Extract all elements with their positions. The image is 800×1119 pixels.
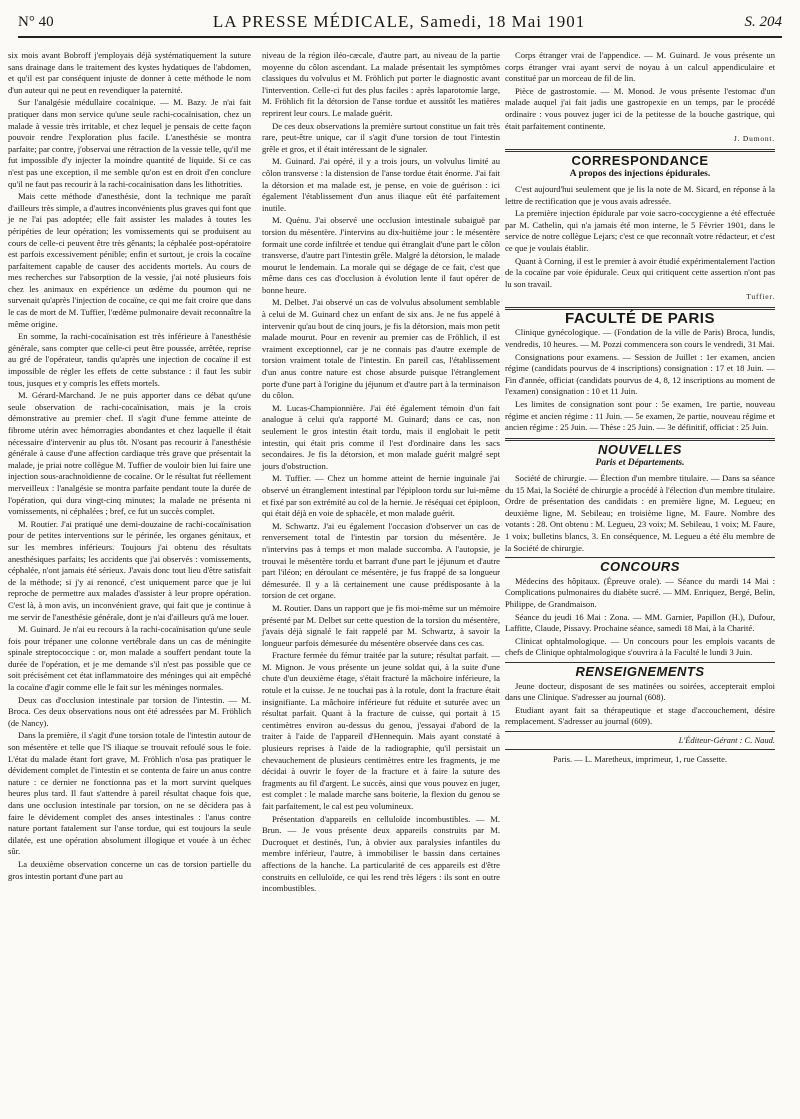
divider: [505, 557, 775, 558]
section-title-renseignements: RENSEIGNEMENTS: [575, 663, 705, 679]
section-title-concours: CONCOURS: [600, 559, 680, 575]
paragraph: niveau de la région iléo-cæcale, d'autre part, au niveau de la partie moyenne du côlon ascendant. La malade présentait les symptômes classiques du volvulus et M. Fröhlich put porter le diagnostic avant l'intervention. Celle-ci fut des plus faciles : après laparotomie large, M. Fröhlich fit la détorsion de l'anse tordue et aussitôt les matières reprirent leur cours. Le malade guérit.: [262, 50, 500, 118]
paragraph: six mois avant Bobroff j'employais déjà systématiquement la suture sans drainage dans le traitement des kystes hydatiques de l'abdomen, et qu'il est par conséquent injuste de donner à cette méthode le nom d'un auteur qui ne peut en revendiquer la paternité.: [8, 50, 251, 95]
divider: [505, 731, 775, 732]
paragraph: Pièce de gastrostomie. — M. Monod. Je vous présente l'estomac d'un malade auquel j'ai fait jadis une gastropexie en un temps, par le procédé ordinaire : vous pouvez juger ici de la petitesse de la bouche gastrique, qui était parfaitement continente.: [505, 85, 775, 131]
paragraph: M. Gérard-Marchand. Je ne puis apporter dans ce débat qu'une seule observation de rachi-cocaïnisation, mais je la crois démonstrative au premier chef. Il s'agit d'une femme atteinte de fibrome utérin avec hémorragies abondantes et chez laquelle il était nécessaire d'intervenir au plus tôt. N'osant pas recourir à l'anesthésie générale à cause d'une affection cardiaque très grave que présentait la malade, je priai notre collègue M. Tuffier de vouloir bien lui faire une injection sous-arachnoïdienne de cocaïne. Or le résultat fut réellement merveilleux : l'analgésie se montra parfaite pendant toute la durée de l'opération, qui dura vingt-cinq minutes; la malade ne présenta ni vomissements, ni céphalées ; bref, ce fut un succès complet.: [8, 390, 251, 517]
section-title-faculte: FACULTÉ DE PARIS: [565, 309, 715, 327]
paragraph: La deuxième observation concerne un cas de torsion partielle du gros intestin portant d'une part au: [8, 858, 251, 881]
paragraph: Consignations pour examens. — Session de Juillet : 1er examen, ancien régime (candidats pourvus de 4 inscriptions) consignation : 17 et 18 Juin. — Fin d'année, officiat (candidats pourvus de 4, 8, 12 inscriptions au moment de l'examen) consignation : 10 et 11 Juin.: [505, 351, 775, 397]
paragraph: M. Routier. Dans un rapport que je fis moi-même sur un mémoire présenté par M. Delbet sur cette question de la torsion du mésentère, j'avais déjà signalé le fait rappelé par M. Schwartz, à savoir la longueur parfois démesurée du mésentère observée dans ces cas.: [262, 602, 500, 648]
section-subtitle: A propos des injections épidurales.: [569, 169, 711, 180]
paragraph: Présentation d'appareils en celluloïde incombustibles. — M. Brun. — Je vous présente deux appareils construits par M. Ducroquet et destinés, l'un, à obvier aux paralysies infantiles du membre inférieur, l'autre, à immobiliser le bassin dans certaines affections de la hanche. La particularité de ces appareils est d'être construits en celluloïde, ce qui les rend très légers : ils sont en outre incombustibles.: [262, 813, 500, 894]
paragraph: Fracture fermée du fémur traitée par la suture; résultat parfait. — M. Mignon. Je vous présente un jeune soldat qui, à la suite d'une chute d'un deuxième étage, s'était fracturé la mâchoire inférieure, la rotule et la cuisse. Je ne touchai pas à la rotule, dont la fracture était insignifiante. La mâchoire inférieure fut réduite et suturée avec un résultat parfait. Quant à la fracture de cuisse, qui portait à 15 centimètres environ au-dessus du genou, j'essayai d'abord de la traiter à l'aide de l'appareil d'Hennequin. Mais ayant constaté à plusieurs reprises à l'aide de la radiographie, qu'il persistait un chevauchement de plusieurs centimètres entre les fragments, je me décidai à ouvrir le foyer de la fracture et à faire la suture des fragments au fil d'argent. Le succès, ainsi que vous pouvez en juger, est complet : le malade marche sans boiterie, la flexion du genou se fait parfaitement, le cal est peu volumineux.: [262, 650, 500, 811]
divider: [505, 662, 775, 663]
paragraph: Sur l'analgésie médullaire cocaïnique. — M. Bazy. Je n'ai fait pratiquer dans mon service qu'une seule rachi-cocaïnisation, chez un malade à vessie très irritable, et chez lequel je pensais de cette façon pouvoir rendre l'exploration plus facile. L'anesthésie se montra parfaite; par contre, j'observai une rétraction de la vessie telle, qu'il me fut impossible d'y injecter la moindre quantité de liquide. Si ce cas n'est pas une exception, il me semble qu'on est en droit d'en conclure qu'il ne faut pas recourir à la rachi-cocaïnisation dans les lithotrities.: [8, 97, 251, 189]
section-subtitle: Paris et Départements.: [595, 458, 685, 469]
divider: [505, 438, 775, 441]
paragraph: Mais cette méthode d'anesthésie, dont la technique me paraît d'ailleurs très simple, a d'autres inconvénients plus graves qui font que je ne l'ai pas adoptée; elle fait assister les malades à toutes les péripéties de leur opération; les vomissements qui se produisent au cours de celle-ci peuvent être très gênants; la céphalée post-opératoire est parfois excessivement pénible; enfin et surtout, je crois la cocaïne parfaitement capable de causer des accidents mortels. Au cours de mes recherches sur l'absorption de la vessie, j'ai noté plusieurs fois chez les animaux en expérience un œdème du poumon qui ne survenait qu'après l'injection de cocaïne, ce qui me fait croire que dans le cas de mort de M. Tuffier, l'œdème pulmonaire devait reconnaître la même origine.: [8, 191, 251, 329]
printer-line: Paris. — L. Maretheux, imprimeur, 1, rue Cassette.: [552, 754, 728, 765]
signature: Tuffier.: [746, 292, 775, 302]
divider: [505, 749, 775, 750]
paragraph: De ces deux observations la première surtout constitue un fait très rare, peut-être unique, car il s'agit d'une torsion de tout l'intestin grêle et gros, et il était intéressant de le signaler.: [262, 120, 500, 154]
paragraph: M. Delbet. J'ai observé un cas de volvulus absolument semblable à celui de M. Guinard chez un enfant de six ans. Je ne fus appelé à intervenir qu'au bout de cinq jours, je fis la détorsion, mais mon petit malade mourut. Pour en revenir au premier cas de Fröhlich, il est vraiment exceptionnel, car je ne connais pas d'autre exemple de torsion vraiment totale de l'intestin. En pareil cas, l'établissement d'un anus contre nature est chose absurde puisque l'étranglement porte d'une part à l'origine du jéjunum et d'autre part à la terminaison du côlon.: [262, 297, 500, 401]
paragraph: Jeune docteur, disposant de ses matinées ou soirées, accepterait emploi dans une Clinique. S'adresser au journal (608).: [505, 680, 775, 703]
editor-line: L'Éditeur-Gérant : C. Naud.: [678, 734, 775, 745]
column-1: [8, 50, 251, 1110]
paragraph: M. Lucas-Championnière. J'ai été également témoin d'un fait analogue à celui qu'a rapporté M. Guinard; dans ce cas, non seulement le gros intestin était tordu, mais il englobait le petit intestin, qui était pris comme il l'est d'ordinaire dans les sacs secondaires. Je fis la détorsion, et mon malade guérit malgré sept jours d'obstruction.: [262, 402, 500, 471]
paragraph: Société de chirurgie. — Élection d'un membre titulaire. — Dans sa séance du 15 Mai, la Société de chirurgie a procédé à l'élection d'un membre titulaire. Ordre de présentation des candidats : en première ligne, M. Legueu; en deuxième ligne, M. Sebileau; en troisième ligne, M. Faure. Nombre des votants : 28. Ont obtenu : M. Legueu, 23 voix; M. Sebileau, 1 voix; M. Faure, 1 voix; bulletins blancs, 3. En conséquence, M. Legueu a été élu membre de la Société de chirurgie.: [505, 473, 775, 553]
paragraph: La première injection épidurale par voie sacro-coccygienne a été effectuée par M. Cathelin, qui n'a jamais été mon interne, le 5 Février 1901, dans le service de notre collègue Lejars; c'est ce que reconnaît votre rédacteur, et c'est ce que je voulais établir.: [505, 208, 775, 253]
paragraph: M. Guinard. J'ai opéré, il y a trois jours, un volvulus limité au côlon transverse : la distension de l'anse tordue était énorme. J'ai fait la détorsion et ma malade est, je pense, en voie de guérison : ici également l'établissement d'un anus iliaque eût été parfaitement inutile.: [262, 156, 500, 213]
paragraph: Clinique gynécologique. — (Fondation de la ville de Paris) Broca, lundis, vendredis, 10 heures. — M. Pozzi commencera son cours le vendredi, 31 Mai.: [505, 327, 775, 350]
paragraph: Clinicat ophtalmologique. — Un concours pour les emplois vacants de chefs de Clinique ophtalmologique s'ouvrira à la Faculté le lundi 3 Juin.: [505, 635, 775, 658]
paragraph: M. Schwartz. J'ai eu également l'occasion d'observer un cas de renversement total de l'intestin par torsion du mésentère. Je n'intervins pas à temps et mon malade succomba. A l'autopsie, je trouvai le mésentère tordu et barrant d'une part le jéjunum et d'autre part l'iléon; en déroulant ce mésentère, je fus frappé de sa longueur démesurée. Il y a là certainement une cause prédisposante à la torsion de cet organe.: [262, 520, 500, 601]
paragraph: M. Routier. J'ai pratiqué une demi-douzaine de rachi-cocaïnisation pour de petites interventions sur le périnée, les organes génitaux, et sur les membres inférieurs. Toujours j'ai obtenu des résultats anesthésiques parfaits; les accidents que j'ai observés : vomissements, céphalée, n'ont jamais été sérieux. J'avais donc tout lieu d'être satisfait de la méthode; si j'y ai renoncé, c'est uniquement parce que je lui reproche de permettre aux malades d'assister à leur propre opération. C'est là, à mon avis, un inconvénient grave, qui fait que je continue à me servir de l'anesthésie générale, dont je n'ai d'ailleurs qu'à me louer.: [8, 518, 251, 622]
issue-number: N° 40: [18, 13, 54, 30]
paragraph: Séance du jeudi 16 Mai : Zona. — MM. Garnier, Papillon (H.), Dufour, Laffitte, Claude, Pissavy. Prochaine séance, samedi 18 Mai, à la Charité.: [505, 611, 775, 634]
paragraph: Deux cas d'occlusion intestinale par torsion de l'intestin. — M. Broca. Ces deux observations nous ont été adressées par M. Fröhlich (de Nancy).: [8, 694, 251, 728]
paragraph: Médecins des hôpitaux. (Épreuve orale). — Séance du mardi 14 Mai : Complications pulmonaires du diabète sucré. — MM. Enriquez, Bergé, Belin, Philippe, de Grandmaison.: [505, 575, 775, 609]
paragraph: Dans la première, il s'agit d'une torsion totale de l'intestin autour de son mésentère et telle que l'S iliaque se trouvait refoulé sous le foie. L'état du malade étant fort grave, M. Fröhlich n'osa pas pratiquer le dévidement complet de l'intestin et se contenta de faire un anus contre nature : ce dernier ne fonctionna pas et la mort survint quelques heures plus tard. Il faut s'attendre à pareil résultat chaque fois que, dans une occlusion intestinale par torsion, on ne se décidera pas à faire le dévidement complet des anses intestinales : l'anus contre nature portant fatalement sur l'anse tordue, qui est toujours la seule dilatée, est une opération absolument illogique et vouée à un échec sûr.: [8, 730, 251, 857]
paragraph: M. Guinard. Je n'ai eu recours à la rachi-cocaïnisation qu'une seule fois pour trépaner une colonne vertébrale dans un cas de méningite spinale streptococcique : or, mon malade a souffert pendant toute la durée de l'opération, et je me demande s'il n'est pas possible que ce soit précisément cet état inflammatoire des méninges qui ait empêché la cocaïne d'agir comme elle le fait sur les méninges normales.: [8, 624, 251, 693]
section-title-correspondance: CORRESPONDANCE: [571, 152, 709, 168]
paragraph: En somme, la rachi-cocaïnisation est très inférieure à l'anesthésie générale, sans compter que celle-ci peut être poussée, arrêtée, reprise au gré de l'opérateur, tandis qu'après une injection de cocaïne il est impossible de régler les effets de cette substance : il faut les subir tous, jusques et y compris les effets mortels.: [8, 331, 251, 388]
page-number: S. 204: [744, 13, 782, 30]
paragraph: M. Tuffier. — Chez un homme atteint de hernie inguinale j'ai observé un étranglement intestinal par l'épiploon tordu sur lui-même et fixé par son extrémité au col de la hernie. Je réséquai cet épiploon, qui était déjà en voie de sphacèle, et mon malade guérit.: [262, 473, 500, 519]
column-2: [262, 50, 500, 896]
signature: J. Dumont.: [733, 134, 775, 144]
divider: [505, 149, 775, 152]
paragraph: Etudiant ayant fait sa thérapeutique et stage d'accouchement, désire remplacement. S'adresser au journal (609).: [505, 704, 775, 727]
paragraph: Les limites de consignation sont pour : 5e examen, 1re partie, nouveau régime et ancien régime : 11 Juin. — 5e examen, 2e partie, nouveau régime et ancien régime : 25 Juin. — Thèse : 25 Juin. — 3e définitif, officiat : 25 Juin.: [505, 399, 775, 433]
column-3: [505, 50, 775, 766]
newspaper-title: LA PRESSE MÉDICALE, Samedi, 18 Mai 1901: [212, 12, 586, 31]
paragraph: Corps étranger vrai de l'appendice. — M. Guinard. Je vous présente un corps étranger vrai ayant servi de noyau à un calcul appendiculaire et constitué par un morceau de fil de lin.: [505, 50, 775, 84]
section-title-nouvelles: NOUVELLES: [598, 441, 682, 457]
page-header: [18, 8, 782, 38]
paragraph: Quant à Corning, il est le premier à avoir étudié expérimentalement l'action de la cocaïne par voie épidurale. Ceux qui critiquent cette assertion n'ont pas lu son travail.: [505, 255, 775, 289]
paragraph: C'est aujourd'hui seulement que je lis la note de M. Sicard, en réponse à la lettre de rectification que je vous avais adressée.: [505, 183, 775, 206]
paragraph: M. Quénu. J'ai observé une occlusion intestinale subaiguë par torsion du mésentère. J'intervins au dix-huitième jour : le mésentère formait une corde infiltrée et tendue qui étranglait d'une part le côlon transverse, d'autre part l'intestin grêle. Malgré la détorsion, le malade mourut le lendemain. La morale qui se dégage de ce fait, c'est que même dans ces cas d'occlusion à évolution lente il faut opérer de bonne heure.: [262, 215, 500, 295]
